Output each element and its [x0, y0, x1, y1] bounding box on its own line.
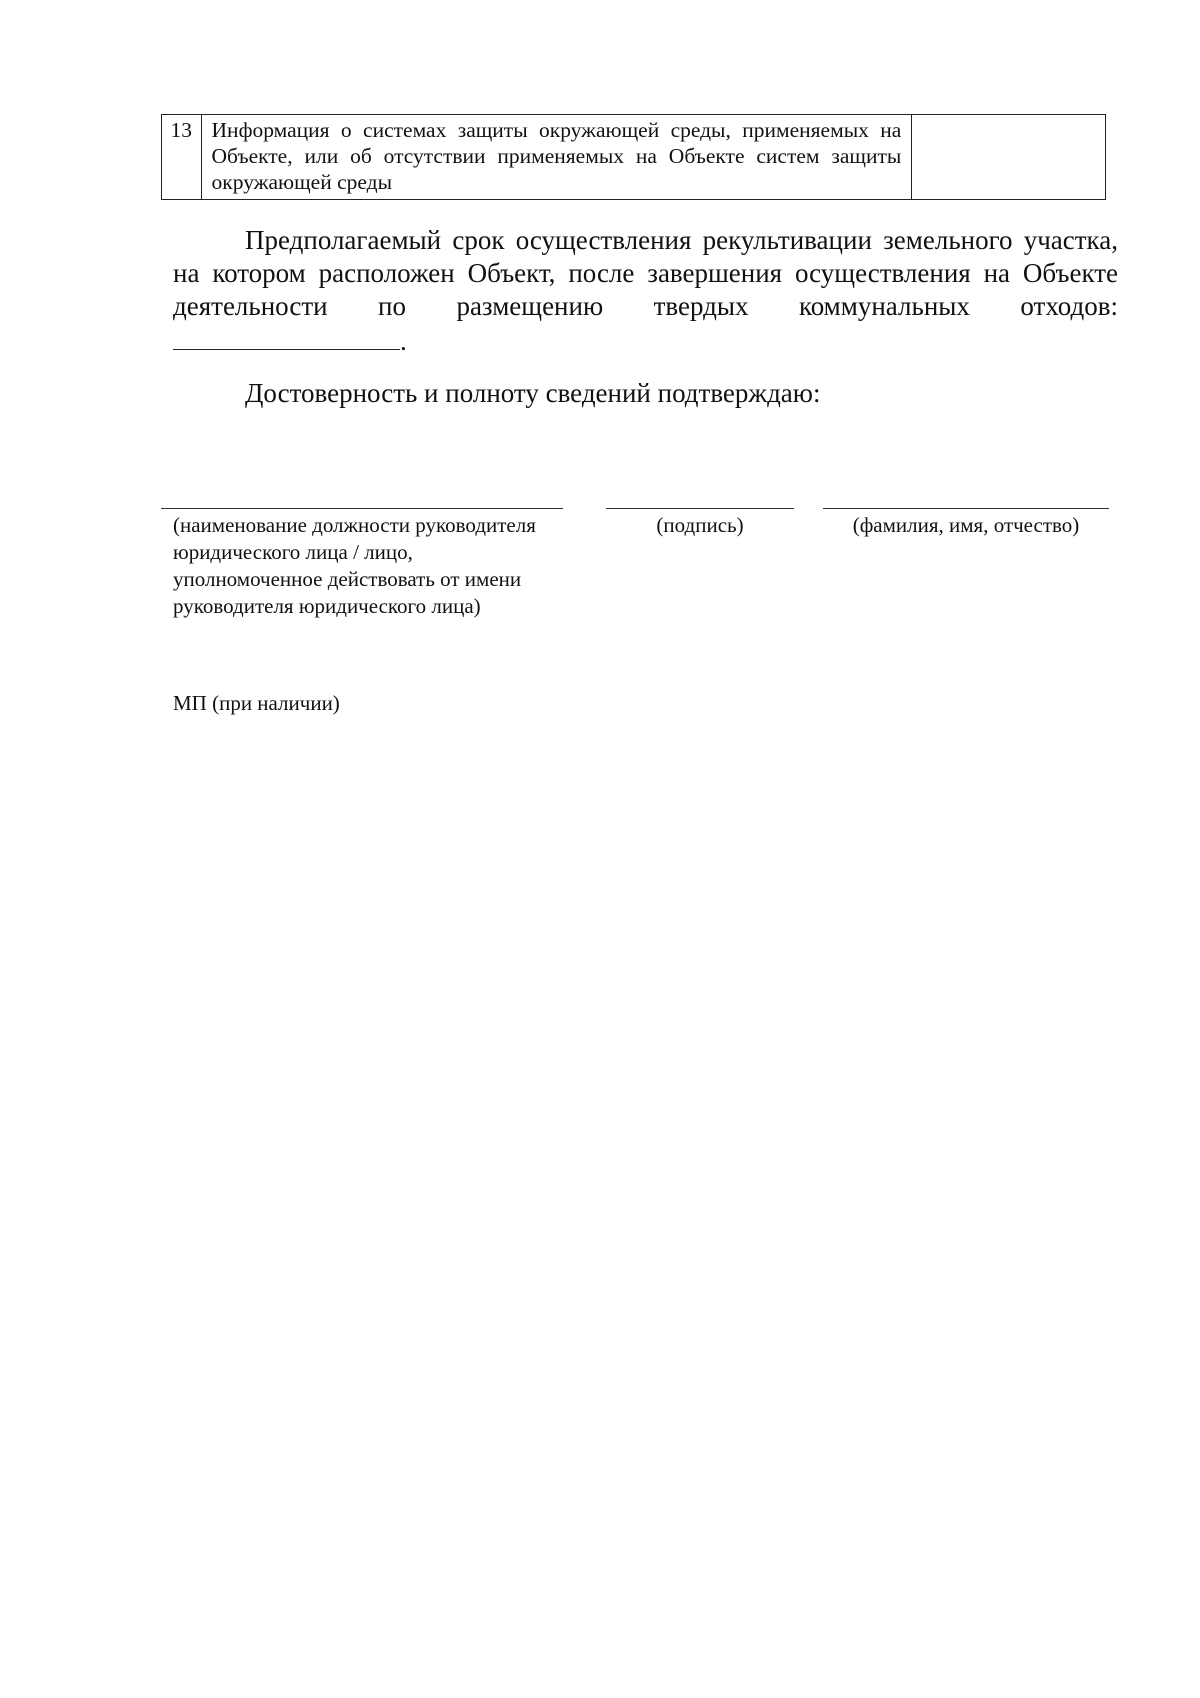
- confirmation-paragraph: Достоверность и полноту сведений подтверждаю:: [245, 378, 821, 408]
- reclamation-term-blank: [173, 323, 400, 350]
- table-row: [162, 115, 1106, 200]
- fio-caption: (фамилия, имя, отчество): [852, 513, 1080, 537]
- info-table: [161, 114, 1106, 200]
- row-description: Информация о системах защиты окружающей среды, применяемых на Объекте, или об отсутствии применяемых на Объекте систем защиты окружающей среды: [201, 115, 912, 200]
- fio-signature-line: [823, 508, 1109, 509]
- position-signature-line: [161, 508, 563, 509]
- row-number: 13: [162, 115, 202, 200]
- signature-caption: (подпись): [656, 513, 744, 537]
- reclamation-term-paragraph: [173, 224, 1118, 358]
- row-value-cell: [912, 115, 1106, 200]
- reclamation-term-text: Предполагаемый срок осуществления рекультивации земельного участка, на котором расположен Объект, после завершения осуществления на Объекте деятельности по размещению твердых коммунальных отходов:: [173, 225, 1118, 321]
- stamp-label: МП (при наличии): [173, 691, 340, 715]
- reclamation-term-period: .: [400, 326, 407, 356]
- position-caption: (наименование должности руководителя юридического лица / лицо, уполномоченное действовать от имени руководителя юридического лица): [173, 513, 536, 618]
- signature-line: [606, 508, 794, 509]
